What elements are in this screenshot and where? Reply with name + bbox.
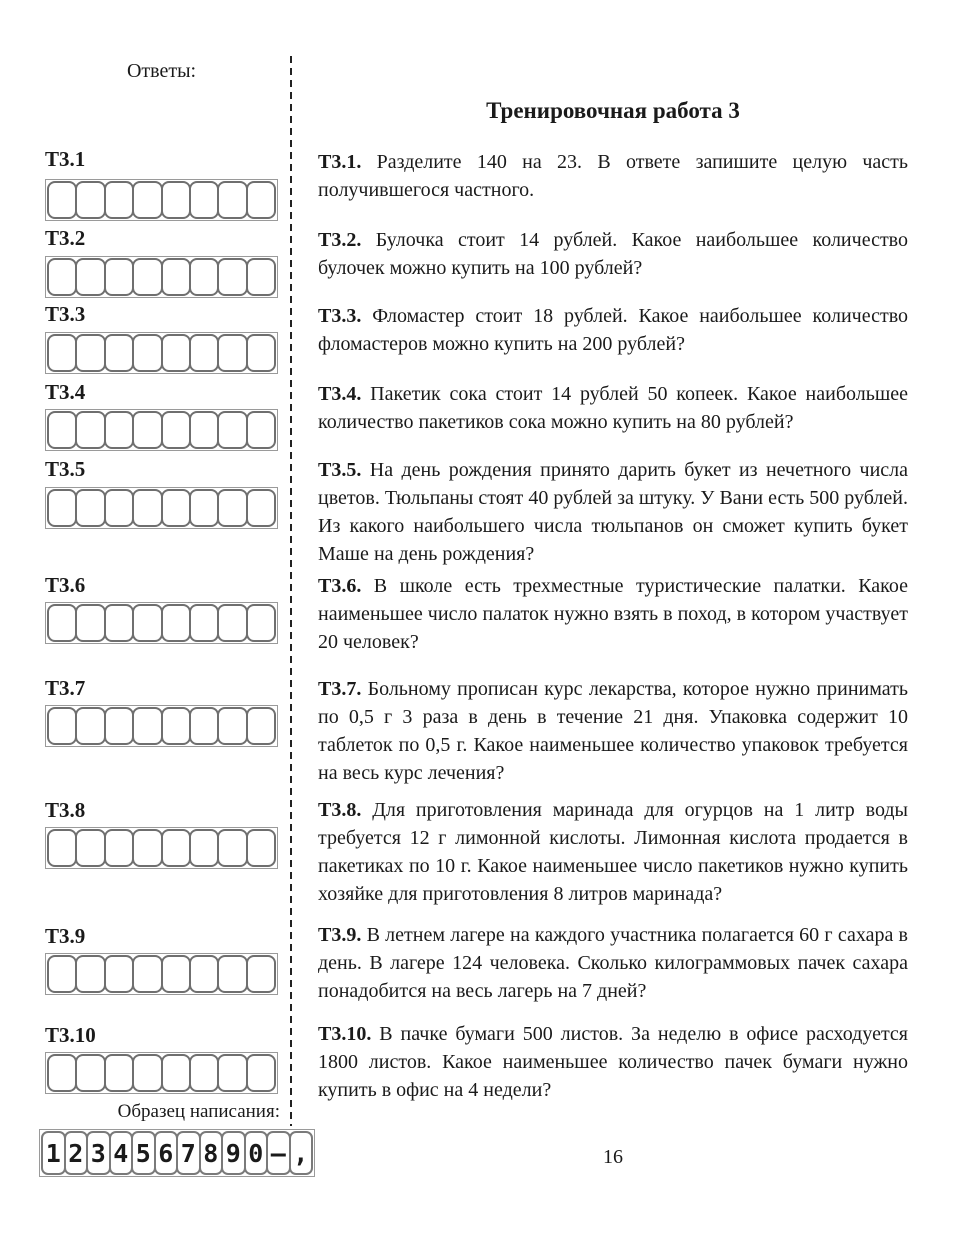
problem-t3-4 bbox=[318, 380, 908, 436]
answer-cell bbox=[75, 334, 105, 372]
answer-cell bbox=[75, 489, 105, 527]
answer-cell bbox=[132, 1054, 162, 1092]
answer-cell bbox=[132, 489, 162, 527]
answer-cell bbox=[189, 955, 219, 993]
answer-cell bbox=[104, 955, 134, 993]
answer-boxes-t3-2 bbox=[45, 256, 278, 298]
sample-char: 5 bbox=[131, 1131, 156, 1175]
answer-cell bbox=[47, 258, 77, 296]
answer-boxes-t3-10 bbox=[45, 1052, 278, 1094]
answer-cell bbox=[132, 258, 162, 296]
answer-label-t3-5: Т3.5 bbox=[45, 457, 86, 481]
answer-cell bbox=[246, 604, 276, 642]
answer-cell bbox=[217, 707, 247, 745]
sample-char: 9 bbox=[221, 1131, 246, 1175]
answer-cell bbox=[104, 707, 134, 745]
problem-number: Т3.8. bbox=[318, 799, 362, 821]
answer-cell bbox=[132, 411, 162, 449]
answer-label-t3-10: Т3.10 bbox=[45, 1023, 96, 1047]
answer-cell bbox=[132, 829, 162, 867]
answer-cell bbox=[161, 334, 191, 372]
answer-cell bbox=[189, 707, 219, 745]
sample-char: 2 bbox=[64, 1131, 89, 1175]
problem-number: Т3.5. bbox=[318, 459, 362, 481]
answer-boxes-t3-5 bbox=[45, 487, 278, 529]
answer-cell bbox=[246, 334, 276, 372]
problem-number: Т3.6. bbox=[318, 575, 362, 597]
answer-boxes-t3-6 bbox=[45, 602, 278, 644]
problem-text: В школе есть трехместные туристические палатки. Какое наименьшее число палаток нужно взять в поход, в котором участвует 20 человек? bbox=[318, 575, 908, 653]
sample-char: , bbox=[289, 1131, 314, 1175]
answer-cell bbox=[47, 411, 77, 449]
answer-cell bbox=[189, 489, 219, 527]
answer-label-t3-1: Т3.1 bbox=[45, 147, 86, 171]
problem-number: Т3.10. bbox=[318, 1023, 372, 1045]
answer-cell bbox=[161, 181, 191, 219]
answer-cell bbox=[161, 489, 191, 527]
answer-cell bbox=[161, 707, 191, 745]
answer-cell bbox=[217, 181, 247, 219]
answer-cell bbox=[132, 955, 162, 993]
sample-char: – bbox=[266, 1131, 291, 1175]
problem-text: Пакетик сока стоит 14 рублей 50 копеек. Какое наибольшее количество пакетиков сока можно купить на 80 рублей? bbox=[318, 383, 908, 433]
problem-t3-8 bbox=[318, 796, 908, 908]
answer-cell bbox=[246, 955, 276, 993]
answer-cell bbox=[217, 829, 247, 867]
dashed-divider bbox=[290, 56, 292, 1126]
answer-boxes-t3-3 bbox=[45, 332, 278, 374]
sample-writing-label: Образец написания: bbox=[117, 1101, 280, 1122]
answer-cell bbox=[189, 604, 219, 642]
sample-char: 4 bbox=[109, 1131, 134, 1175]
problem-number: Т3.1. bbox=[318, 151, 362, 173]
answer-cell bbox=[75, 604, 105, 642]
answer-cell bbox=[104, 334, 134, 372]
answer-cell bbox=[189, 258, 219, 296]
answer-cell bbox=[161, 955, 191, 993]
answer-cell bbox=[75, 955, 105, 993]
answer-cell bbox=[47, 181, 77, 219]
problem-number: Т3.9. bbox=[318, 924, 362, 946]
answer-cell bbox=[189, 829, 219, 867]
answer-cell bbox=[246, 1054, 276, 1092]
answer-boxes-t3-8 bbox=[45, 827, 278, 869]
answer-cell bbox=[217, 334, 247, 372]
sample-char: 6 bbox=[154, 1131, 179, 1175]
problem-t3-7 bbox=[318, 675, 908, 787]
problems-column bbox=[318, 0, 908, 1239]
answer-cell bbox=[75, 1054, 105, 1092]
answer-cell bbox=[47, 334, 77, 372]
problem-number: Т3.3. bbox=[318, 305, 362, 327]
answer-cell bbox=[104, 489, 134, 527]
answer-label-t3-7: Т3.7 bbox=[45, 676, 86, 700]
answer-cell bbox=[132, 707, 162, 745]
answer-cell bbox=[47, 604, 77, 642]
problem-number: Т3.2. bbox=[318, 229, 362, 251]
answer-cell bbox=[161, 258, 191, 296]
answer-cell bbox=[161, 1054, 191, 1092]
answer-cell bbox=[75, 829, 105, 867]
answer-cell bbox=[75, 258, 105, 296]
problem-text: Разделите 140 на 23. В ответе запишите целую часть получившегося частного. bbox=[318, 151, 908, 201]
answer-cell bbox=[189, 1054, 219, 1092]
problem-text: Для приготовления маринада для огурцов на 1 литр воды требуется 12 г лимонной кислоты. Лимонная кислота продается в пакетиках по 10 г. Какое наименьшее число пакетиков нужно купить хозяйке для приготовления 8 литров маринада? bbox=[318, 799, 908, 905]
answer-boxes-t3-7 bbox=[45, 705, 278, 747]
answer-cell bbox=[132, 334, 162, 372]
answer-boxes-t3-4 bbox=[45, 409, 278, 451]
problem-text: В пачке бумаги 500 листов. За неделю в офисе расходуется 1800 листов. Какое наименьшее количество пачек бумаги нужно купить в офис на 4 недели? bbox=[318, 1023, 909, 1101]
answer-cell bbox=[75, 411, 105, 449]
answer-cell bbox=[47, 1054, 77, 1092]
answers-header: Ответы: bbox=[126, 60, 197, 82]
answer-cell bbox=[75, 707, 105, 745]
answer-cell bbox=[104, 1054, 134, 1092]
problem-number: Т3.4. bbox=[318, 383, 362, 405]
answer-cell bbox=[75, 181, 105, 219]
problem-t3-6 bbox=[318, 572, 908, 656]
sample-writing-row bbox=[39, 1129, 315, 1177]
answer-cell bbox=[246, 829, 276, 867]
answer-cell bbox=[47, 707, 77, 745]
answer-cell bbox=[104, 604, 134, 642]
answer-cell bbox=[189, 411, 219, 449]
answer-cell bbox=[246, 489, 276, 527]
answer-label-t3-6: Т3.6 bbox=[45, 573, 86, 597]
problem-text: Булочка стоит 14 рублей. Какое наибольшее количество булочек можно купить на 100 рублей? bbox=[318, 229, 908, 279]
answer-cell bbox=[104, 411, 134, 449]
answer-label-t3-8: Т3.8 bbox=[45, 798, 86, 822]
problem-text: На день рождения принято дарить букет из нечетного числа цветов. Тюльпаны стоят 40 рублей за штуку. У Вани есть 500 рублей. Из какого наибольшего числа тюльпанов он сможет купить букет Маше на день рождения? bbox=[318, 459, 909, 565]
problem-text: Больному прописан курс лекарства, которое нужно принимать по 0,5 г 3 раза в день в течение 21 дня. Упаковка содержит 10 таблеток по 0,5 г. Какое наименьшее количество упаковок требуется на весь курс лечения? bbox=[318, 678, 908, 784]
sample-char: 0 bbox=[244, 1131, 269, 1175]
answer-cell bbox=[132, 604, 162, 642]
answer-cell bbox=[217, 411, 247, 449]
answer-cell bbox=[217, 489, 247, 527]
answer-cell bbox=[161, 411, 191, 449]
sample-char: 7 bbox=[176, 1131, 201, 1175]
problem-t3-10 bbox=[318, 1020, 908, 1104]
answer-boxes-t3-1 bbox=[45, 179, 278, 221]
answer-cell bbox=[104, 829, 134, 867]
answer-cell bbox=[217, 258, 247, 296]
answer-label-t3-2: Т3.2 bbox=[45, 226, 86, 250]
sample-char: 3 bbox=[86, 1131, 111, 1175]
answer-cell bbox=[104, 181, 134, 219]
problem-t3-3 bbox=[318, 302, 908, 358]
sample-char: 1 bbox=[41, 1131, 66, 1175]
answer-label-t3-3: Т3.3 bbox=[45, 302, 86, 326]
answer-cell bbox=[217, 1054, 247, 1092]
answer-cell bbox=[189, 334, 219, 372]
page-title: Тренировочная работа 3 bbox=[486, 98, 740, 123]
answer-cell bbox=[217, 955, 247, 993]
answer-cell bbox=[47, 955, 77, 993]
problem-text: В летнем лагере на каждого участника полагается 60 г сахара в день. В лагере 124 человека. Сколько килограммовых пачек сахара понадобится на весь лагерь на 7 дней? bbox=[318, 924, 909, 1002]
problem-t3-2 bbox=[318, 226, 908, 282]
answer-cell bbox=[217, 604, 247, 642]
problem-t3-5 bbox=[318, 456, 908, 568]
answer-label-t3-9: Т3.9 bbox=[45, 924, 86, 948]
answer-cell bbox=[246, 258, 276, 296]
answer-cell bbox=[189, 181, 219, 219]
answer-cell bbox=[246, 411, 276, 449]
sample-char: 8 bbox=[199, 1131, 224, 1175]
problem-number: Т3.7. bbox=[318, 678, 362, 700]
answer-cell bbox=[161, 829, 191, 867]
answer-cell bbox=[104, 258, 134, 296]
page-number: 16 bbox=[603, 1146, 623, 1168]
answer-boxes-t3-9 bbox=[45, 953, 278, 995]
answer-cell bbox=[246, 707, 276, 745]
problem-t3-9 bbox=[318, 921, 908, 1005]
problem-t3-1 bbox=[318, 148, 908, 204]
answer-cell bbox=[47, 489, 77, 527]
answer-cell bbox=[161, 604, 191, 642]
answer-cell bbox=[47, 829, 77, 867]
answers-column bbox=[45, 0, 309, 1239]
answer-label-t3-4: Т3.4 bbox=[45, 380, 86, 404]
answer-cell bbox=[246, 181, 276, 219]
answer-cell bbox=[132, 181, 162, 219]
problem-text: Фломастер стоит 18 рублей. Какое наибольшее количество фломастеров можно купить на 200 рублей? bbox=[318, 305, 909, 355]
